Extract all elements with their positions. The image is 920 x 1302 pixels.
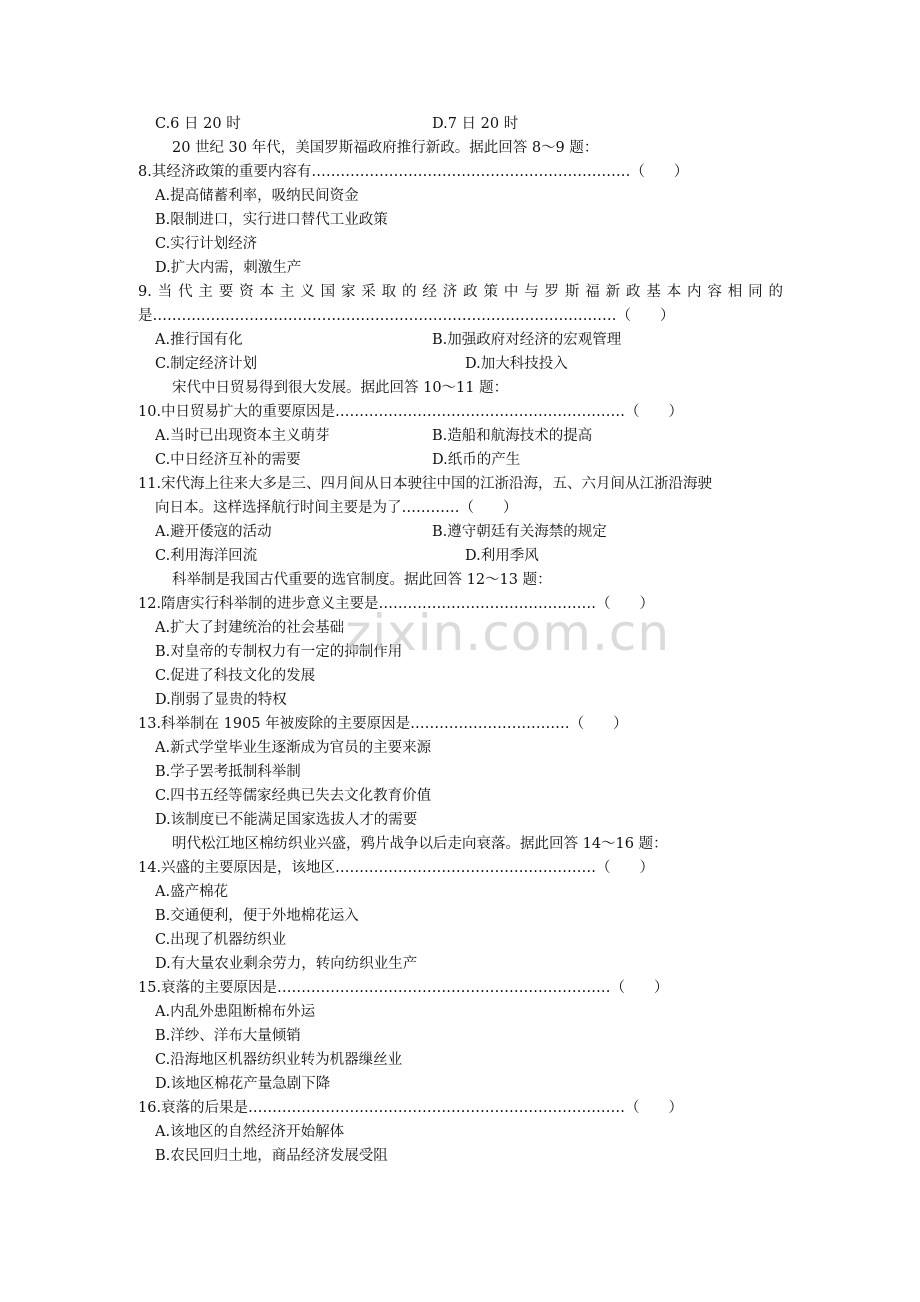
option-line: A.内乱外患阻断棉布外运	[155, 1004, 316, 1020]
option-line: C.利用海洋回流	[155, 548, 258, 564]
option-line: B.造船和航海技术的提高	[432, 428, 593, 444]
q9-char: 容	[707, 284, 722, 300]
q9-char: 本	[259, 284, 274, 300]
q9-char: 政	[463, 284, 478, 300]
option-line: B.遵守朝廷有关海禁的规定	[432, 524, 607, 540]
q9-char: 济	[442, 284, 458, 300]
option-line: C.出现了机器纺织业	[155, 932, 287, 948]
q9-char: 与	[524, 284, 539, 300]
q9-char: 主	[198, 284, 213, 300]
q9-char: 取	[381, 284, 397, 300]
q9-char: 本	[666, 284, 682, 300]
q9-char: 策	[483, 284, 498, 300]
q9-char: 政	[625, 284, 641, 300]
option-line: B.限制进口，实行进口替代工业政策	[155, 212, 388, 228]
q9-char: 斯	[564, 284, 580, 300]
option-line: D.7 日 20 时	[432, 116, 519, 132]
option-line: B.对皇帝的专制权力有一定的抑制作用	[155, 644, 403, 660]
q9-char: 相	[727, 284, 743, 300]
question-line: 8.其经济政策的重要内容有…………………………………………………………（ ）	[138, 164, 689, 180]
option-line: B.交通便利，便于外地棉花运入	[155, 908, 359, 924]
q9-char: 内	[687, 284, 702, 300]
option-line: A.当时已出现资本主义萌芽	[155, 428, 330, 444]
option-line: B.学子罢考抵制科举制	[155, 764, 301, 780]
option-line: C.中日经济互补的需要	[155, 452, 301, 468]
q9-char: 9.	[138, 284, 152, 300]
q9-char: 家	[340, 284, 356, 300]
q9-char: 福	[585, 284, 600, 300]
option-line: B.加强政府对经济的宏观管理	[432, 332, 622, 348]
option-line: C.促进了科技文化的发展	[155, 668, 316, 684]
section-intro: 明代松江地区棉纺织业兴盛，鸦片战争以后走向衰落。据此回答 14～16 题：	[172, 836, 668, 852]
section-intro: 20 世纪 30 年代，美国罗斯福政府推行新政。据此回答 8～9 题：	[172, 140, 599, 156]
option-line: D.该制度已不能满足国家选拔人才的需要	[155, 812, 418, 828]
option-line: A.该地区的自然经济开始解体	[155, 1124, 345, 1140]
option-line: C.6 日 20 时	[155, 116, 241, 132]
q9-char: 基	[646, 284, 661, 300]
q9-char: 义	[300, 284, 315, 300]
q9-char: 资	[239, 284, 254, 300]
q9-char: 采	[361, 284, 376, 300]
question-9-stem	[138, 283, 783, 301]
option-line: C.制定经济计划	[155, 356, 258, 372]
option-line: 向日本。这样选择航行时间主要是为了…………（ ）	[155, 500, 518, 516]
question-line: 12.隋唐实行科举制的进步意义主要是………………………………………（ ）	[138, 596, 655, 612]
q9-char: 当	[157, 284, 173, 300]
q9-char: 的	[402, 284, 417, 300]
q9-char: 中	[503, 284, 519, 300]
option-line: D.纸币的产生	[432, 452, 521, 468]
option-line: D.扩大内需，刺激生产	[155, 260, 302, 276]
option-line: C.沿海地区机器纺织业转为机器缫丝业	[155, 1052, 403, 1068]
option-line: B.洋纱、洋布大量倾销	[155, 1028, 301, 1044]
question-line: 14.兴盛的主要原因是，该地区………………………………………………（ ）	[138, 860, 655, 876]
option-line: B.农民回归土地，商品经济发展受阻	[155, 1148, 388, 1164]
q9-char: 主	[279, 284, 295, 300]
option-line: D.该地区棉花产量急剧下降	[155, 1076, 331, 1092]
option-line: A.新式学堂毕业生逐渐成为官员的主要来源	[155, 740, 432, 756]
section-intro: 宋代中日贸易得到很大发展。据此回答 10～11 题：	[172, 380, 509, 396]
question-line: 11.宋代海上往来大多是三、四月间从日本驶往中国的江浙沿海，五、六月间从江浙沿海驶	[138, 476, 713, 492]
q9-char: 新	[605, 284, 621, 300]
q9-char: 代	[178, 284, 193, 300]
q9-char: 经	[422, 284, 437, 300]
q9-char: 罗	[544, 284, 560, 300]
question-line: 16.衰落的后果是……………………………………………………………………（ ）	[138, 1100, 684, 1116]
option-line: D.加大科技投入	[465, 356, 568, 372]
q9-char: 同	[748, 284, 763, 300]
section-intro: 科举制是我国古代重要的选官制度。据此回答 12～13 题：	[172, 572, 552, 588]
q9-char: 的	[768, 284, 783, 300]
q9-char: 要	[218, 284, 234, 300]
question-line: 13.科举制在 1905 年被废除的主要原因是……………………………（ ）	[138, 716, 628, 732]
watermark: zixin.com.cn	[345, 604, 671, 662]
option-line: A.避开倭寇的活动	[155, 524, 272, 540]
option-line: C.实行计划经济	[155, 236, 258, 252]
question-line: 15.衰落的主要原因是……………………………………………………………（ ）	[138, 980, 669, 996]
option-line: D.利用季风	[465, 548, 539, 564]
option-line: A.盛产棉花	[155, 884, 229, 900]
question-line: 是……………………………………………………………………………………（ ）	[138, 308, 675, 324]
option-line: C.四书五经等儒家经典已失去文化教育价值	[155, 788, 432, 804]
q9-char: 国	[320, 284, 336, 300]
option-line: A.扩大了封建统治的社会基础	[155, 620, 345, 636]
option-line: A.推行国有化	[155, 332, 243, 348]
option-line: A.提高储蓄利率，吸纳民间资金	[155, 188, 359, 204]
question-line: 10.中日贸易扩大的重要原因是……………………………………………………（ ）	[138, 404, 684, 420]
option-line: D.削弱了显贵的特权	[155, 692, 287, 708]
option-line: D.有大量农业剩余劳力，转向纺织业生产	[155, 956, 418, 972]
